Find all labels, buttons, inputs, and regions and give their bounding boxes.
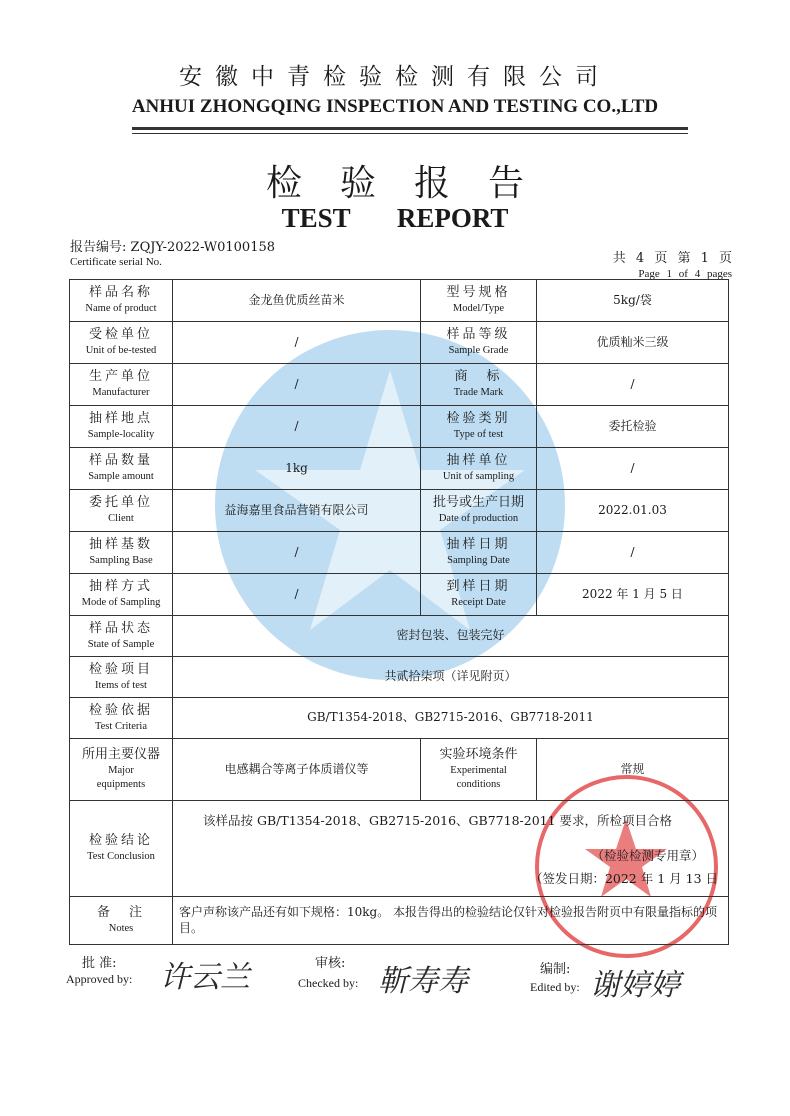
- label-receipt-date: 到样日期 Receipt Date: [421, 574, 537, 616]
- value-sampling-unit: /: [537, 448, 729, 490]
- conclusion-text: 该样品按 GB/T1354-2018、GB2715-2016、GB7718-2011 要求，所检项目合格: [203, 813, 673, 828]
- label-items: 检验项目 Items of test: [70, 657, 173, 698]
- label-manufacturer: 生产单位 Manufacturer: [70, 364, 173, 406]
- header-rule-thick: [132, 127, 688, 130]
- header-rule-thin: [132, 133, 688, 134]
- checked-signature: 靳寿寿: [378, 964, 468, 999]
- checked-label-cn: 审核:: [315, 956, 346, 971]
- approval-section: [0, 948, 790, 1008]
- table-row: [70, 897, 729, 945]
- edited-signature: 谢婷婷: [590, 968, 680, 1003]
- company-name-cn: 安徽中青检验检测有限公司: [179, 64, 611, 90]
- label-grade: 样品等级 Sample Grade: [421, 322, 537, 364]
- label-amount: 样品数量 Sample amount: [70, 448, 173, 490]
- page-info-cn: 共 4 页 第 1 页: [612, 251, 732, 266]
- label-criteria: 检验依据 Test Criteria: [70, 698, 173, 739]
- value-client: 益海嘉里食品营销有限公司: [173, 490, 421, 532]
- value-trademark: /: [537, 364, 729, 406]
- company-name-en: ANHUI ZHONGQING INSPECTION AND TESTING CO.,LTD: [131, 96, 659, 117]
- serial-value: ZQJY-2022-W0100158: [130, 240, 276, 255]
- table-row: [70, 448, 729, 490]
- edited-label-cn: 编制:: [540, 962, 571, 977]
- approved-label-en: Approved by:: [66, 972, 133, 986]
- value-test-type: 委托检验: [537, 406, 729, 448]
- label-environment: 实验环境条件 Experimental conditions: [421, 739, 537, 801]
- table-row: [70, 280, 729, 322]
- label-conclusion: 检验结论 Test Conclusion: [70, 801, 173, 897]
- stamp-note: （检验检测专用章）: [591, 848, 704, 863]
- value-amount: 1kg: [173, 448, 421, 490]
- label-unit-tested: 受检单位 Unit of be-tested: [70, 322, 173, 364]
- report-table: [69, 279, 729, 945]
- value-grade: 优质籼米三级: [537, 322, 729, 364]
- value-sampling-mode: /: [173, 574, 421, 616]
- table-row: [70, 490, 729, 532]
- value-equipment: 电感耦合等离子体质谱仪等: [173, 739, 421, 801]
- table-row: [70, 739, 729, 801]
- table-row: [70, 322, 729, 364]
- label-sampling-date: 抽样日期 Sampling Date: [421, 532, 537, 574]
- value-criteria: GB/T1354-2018、GB2715-2016、GB7718-2011: [173, 698, 729, 739]
- report-title-cn: 检验报告: [265, 163, 562, 204]
- value-sampling-base: /: [173, 532, 421, 574]
- value-conclusion-cell: [173, 801, 729, 897]
- label-model: 型号规格 Model/Type: [421, 280, 537, 322]
- value-product: 金龙鱼优质丝苗米: [173, 280, 421, 322]
- label-production-date: 批号或生产日期 Date of production: [421, 490, 537, 532]
- label-sampling-mode: 抽样方式 Mode of Sampling: [70, 574, 173, 616]
- checked-label-en: Checked by:: [298, 976, 359, 990]
- serial-line: [70, 236, 275, 255]
- label-notes: 备 注 Notes: [70, 897, 173, 945]
- table-row: [70, 657, 729, 698]
- serial-label-en: Certificate serial No.: [70, 256, 162, 268]
- label-trademark: 商 标 Trade Mark: [421, 364, 537, 406]
- table-row: [70, 406, 729, 448]
- table-row: [70, 698, 729, 739]
- table-row: [70, 574, 729, 616]
- value-sampling-date: /: [537, 532, 729, 574]
- label-client: 委托单位 Client: [70, 490, 173, 532]
- page-info-en: Page 1 of 4 pages: [638, 268, 732, 280]
- value-receipt-date: 2022 年 1 月 5 日: [537, 574, 729, 616]
- table-row: [70, 532, 729, 574]
- value-locality: /: [173, 406, 421, 448]
- table-row: [70, 616, 729, 657]
- table-row: [70, 364, 729, 406]
- value-notes: 客户声称该产品还有如下规格：10kg。 本报告得出的检验结论仅针对检验报告附页中有限量指标的项目。: [173, 897, 729, 945]
- label-state: 样品状态 State of Sample: [70, 616, 173, 657]
- label-locality: 抽样地点 Sample-locality: [70, 406, 173, 448]
- label-test-type: 检验类别 Type of test: [421, 406, 537, 448]
- label-sampling-base: 抽样基数 Sampling Base: [70, 532, 173, 574]
- value-items: 共贰拾柒项（详见附页）: [173, 657, 729, 698]
- label-equipment: 所用主要仪器 Major equipments: [70, 739, 173, 801]
- edited-label-en: Edited by:: [530, 980, 580, 994]
- serial-label-cn: 报告编号:: [70, 240, 127, 255]
- table-row: [70, 801, 729, 897]
- value-manufacturer: /: [173, 364, 421, 406]
- approved-signature: 许云兰: [160, 960, 250, 995]
- label-sampling-unit: 抽样单位 Unit of sampling: [421, 448, 537, 490]
- label-product: 样品名称 Name of product: [70, 280, 173, 322]
- value-production-date: 2022.01.03: [537, 490, 729, 532]
- value-environment: 常规: [537, 739, 729, 801]
- approved-label-cn: 批 准:: [82, 956, 117, 971]
- report-title-en: TEST REPORT: [281, 203, 509, 233]
- value-model: 5kg/袋: [537, 280, 729, 322]
- value-unit-tested: /: [173, 322, 421, 364]
- issue-date: （签发日期：2022 年 1 月 13 日: [529, 871, 718, 886]
- value-state: 密封包装、包装完好: [173, 616, 729, 657]
